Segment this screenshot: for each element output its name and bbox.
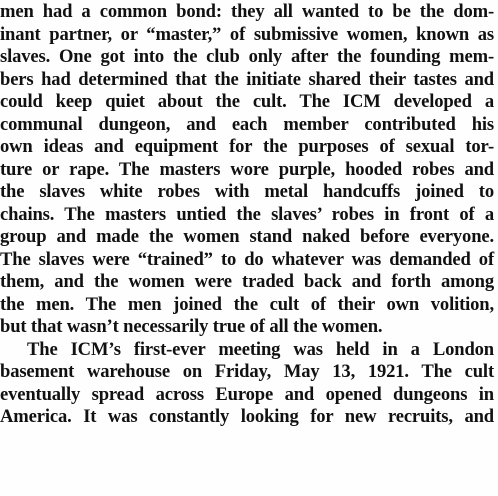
text-line: the men. The men joined the cult of their own volition, [0,293,494,315]
text-line: chains. The masters untied the slaves’ robes in front of a [0,203,494,225]
text-line: America. It was constantly looking for new recruits, and [0,406,494,427]
text-line: The ICM’s first-ever meeting was held in a London [27,338,494,360]
text-line: the slaves white robes with metal handcuffs joined to [0,181,494,202]
text-line: inant partner, or “master,” of submissive women, known as [0,23,494,45]
text-line: but that wasn’t necessarily true of all the women. [0,316,383,337]
text-line: The slaves were “trained” to do whatever was demanded of [0,248,494,270]
text-line: own ideas and equipment for the purposes of sexual tor- [0,136,494,157]
text-line: ture or rape. The masters wore purple, hooded robes and [0,158,494,180]
text-line: bers had determined that the initiate shared their tastes and [0,68,494,90]
text-line: slaves. One got into the club only after the founding mem- [0,46,494,67]
text-line: basement warehouse on Friday, May 13, 1921. The cult [0,361,494,382]
text-line: group and made the women stand naked before everyone. [0,226,494,247]
text-line: eventually spread across Europe and opened dungeons in [0,383,494,405]
text-line: men had a common bond: they all wanted to be the dom- [0,1,494,22]
text-line: could keep quiet about the cult. The ICM developed a [0,91,494,112]
text-line: communal dungeon, and each member contributed his [0,113,494,135]
text-line: them, and the women were traded back and forth among [0,271,494,292]
